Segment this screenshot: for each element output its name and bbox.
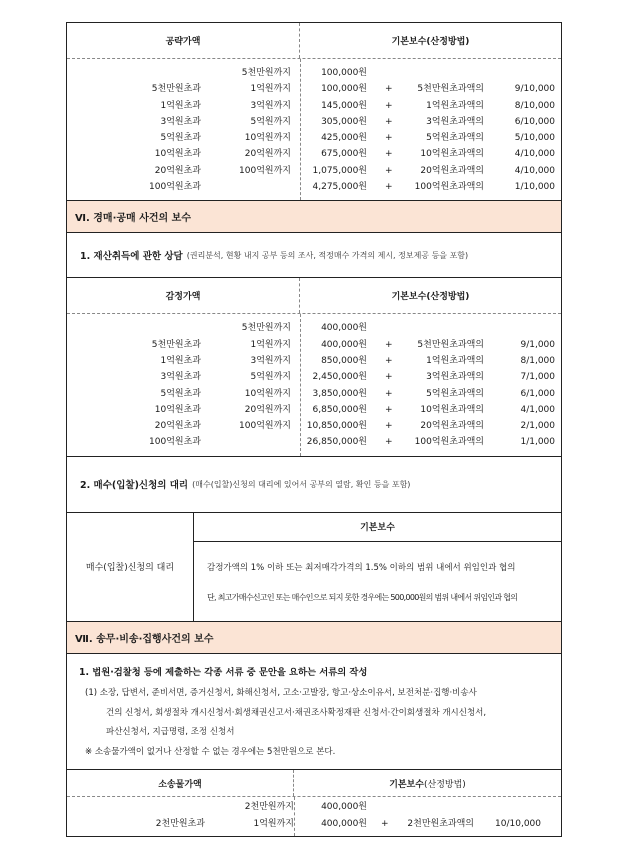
over-cell: 20억원초과 [154,421,201,432]
upto-cell: 1억원까지 [253,818,294,829]
table-row [67,418,561,434]
table-header [67,770,561,797]
rate-cell: 4/10,000 [514,165,555,176]
table-body [67,59,561,200]
base-fee-cell: 10,850,000원 [306,421,367,432]
over-cell: 1억원초과 [160,100,201,111]
rate-cell: 9/1,000 [520,339,555,350]
excess-cell: 100억원초과액의 [414,437,484,448]
table-row [67,386,561,402]
row-label: 매수(입찰)신청의 대리 [67,513,194,621]
table-row [67,130,561,146]
fee-description [194,542,561,612]
fee-line-1: 감정가액의 1% 이하 또는 최저매각가격의 1.5% 이하의 범위 내에서 위임인과 협의 [207,562,516,573]
plus-cell: + [385,116,393,127]
upto-cell: 100억원까지 [239,421,291,432]
upto-cell: 3억원까지 [250,355,291,366]
plus-cell: + [385,84,393,95]
upto-cell: 10억원까지 [244,133,291,144]
upto-cell: 5천만원까지 [241,323,291,334]
excess-cell: 5억원초과액의 [426,133,484,144]
table-row [67,146,561,162]
rate-cell: 10/10,000 [495,818,541,829]
subsection-note: (매수(입찰)신청의 대리에 있어서 공부의 열람, 확인 등을 포함) [192,479,411,489]
plus-cell: + [385,437,393,448]
table-row [67,163,561,179]
table-header [67,22,561,59]
subsection-note: (권리분석, 현황 내지 공부 등의 조사, 적정매수 가격의 제시, 정보제공 등을 포함) [186,250,469,260]
table-row [67,434,561,450]
fee-table-2 [67,277,561,455]
base-fee-cell: 400,000원 [321,339,367,350]
rate-cell: 6/1,000 [520,388,555,399]
base-fee-cell: 400,000원 [321,323,367,334]
plus-cell: + [385,339,393,350]
excess-cell: 2천만원초과액의 [407,818,474,829]
excess-cell: 20억원초과액의 [420,421,484,432]
table-row [67,114,561,130]
rate-cell: 1/10,000 [514,182,555,193]
base-fee-cell: 145,000원 [321,100,367,111]
col-header-right [294,770,561,796]
subsection-bid-proxy [67,456,561,512]
col-header-left: 소송물가액 [67,770,294,796]
base-fee-cell: 100,000원 [321,84,367,95]
excess-cell: 5천만원초과액의 [417,84,484,95]
section-heading-vii: Ⅶ. 송무·비송·집행사건의 보수 [67,621,561,654]
plus-cell: + [385,133,393,144]
rate-cell: 2/1,000 [520,421,555,432]
fee-table-3 [67,512,561,621]
list-item-continued: 파산신청서, 지급명령, 조정 신청서 [106,727,235,738]
subsection-documents [67,654,561,763]
table-row [67,81,561,97]
excess-cell: 3억원초과액의 [426,116,484,127]
rate-cell: 9/10,000 [514,84,555,95]
excess-cell: 5억원초과액의 [426,388,484,399]
table-row [67,353,561,369]
plus-cell: + [385,165,393,176]
rate-cell: 7/1,000 [520,372,555,383]
excess-cell: 5천만원초과액의 [417,339,484,350]
list-item-continued: 건의 신청서, 회생절차 개시신청서·회생채권신고서·채권조사확정재판 신청서·간이회생절차 개시신청서, [106,707,487,718]
upto-cell: 1억원까지 [250,84,291,95]
upto-cell: 1억원까지 [250,339,291,350]
col-header-right-normal: (산정방법) [423,779,466,790]
excess-cell: 20억원초과액의 [420,165,484,176]
base-fee-cell: 3,850,000원 [312,388,367,399]
col-header-left: 감정가액 [67,278,300,313]
over-cell: 20억원초과 [154,165,201,176]
base-fee-cell: 4,275,000원 [312,182,367,193]
upto-cell: 5천만원까지 [241,68,291,78]
over-cell: 100억원초과 [149,182,201,193]
rate-cell: 8/10,000 [514,100,555,111]
col-header-right: 기본보수(산정방법) [391,292,470,303]
plus-cell: + [381,818,389,829]
table-row [67,65,561,81]
rate-cell: 6/10,000 [514,116,555,127]
over-cell: 5천만원초과 [151,84,201,95]
plus-cell: + [385,421,393,432]
over-cell: 3억원초과 [160,372,201,383]
col-header-right-bold: 기본보수 [389,779,424,790]
subsection-title: 1. 법원·검찰청 등에 제출하는 각종 서류 중 문안을 요하는 서류의 작성 [79,666,368,678]
plus-cell: + [385,404,393,415]
col-header-left: 공략가액 [67,23,300,58]
rate-cell: 5/10,000 [514,133,555,144]
subsection-title: 1. 재산취득에 관한 상담 [80,251,183,263]
table-row [67,369,561,385]
base-fee-cell: 6,850,000원 [312,404,367,415]
excess-cell: 100억원초과액의 [414,182,484,193]
upto-cell: 20억원까지 [244,404,291,415]
table-body [67,314,561,455]
base-fee-cell: 100,000원 [321,68,367,78]
base-fee-cell: 2,450,000원 [312,372,367,383]
table-row [67,402,561,418]
base-fee-cell: 305,000원 [321,116,367,127]
rate-cell: 1/1,000 [520,437,555,448]
upto-cell: 3억원까지 [250,100,291,111]
section-heading-vi: Ⅵ. 경매·공매 사건의 보수 [67,200,561,233]
upto-cell: 2천만원까지 [244,802,294,813]
base-fee-cell: 1,075,000원 [312,165,367,176]
rate-cell: 8/1,000 [520,355,555,366]
excess-cell: 1억원초과액의 [426,355,484,366]
plus-cell: + [385,388,393,399]
upto-cell: 10억원까지 [244,388,291,399]
upto-cell: 100억원까지 [239,165,291,176]
table-row [67,799,561,815]
table-row [67,337,561,353]
fee-table-4 [67,769,561,837]
upto-cell: 20억원까지 [244,149,291,160]
fee-line-2: 단, 최고가매수신고인 또는 매수인으로 되지 못한 경우에는 500,000원의 범위 내에서 위임인과 협의 [207,592,518,602]
over-cell: 100억원초과 [149,437,201,448]
plus-cell: + [385,149,393,160]
over-cell: 2천만원초과 [155,818,205,829]
excess-cell: 1억원초과액의 [426,100,484,111]
subsection-title: 2. 매수(입찰)신청의 대리 [80,480,189,492]
excess-cell: 10억원초과액의 [420,149,484,160]
over-cell: 10억원초과 [154,149,201,160]
rate-cell: 4/1,000 [520,404,555,415]
note: ※ 소송물가액이 없거나 산정할 수 없는 경우에는 5천만원으로 본다. [85,746,336,757]
base-fee-cell: 400,000원 [321,818,367,829]
base-fee-cell: 400,000원 [321,802,367,813]
col-header: 기본보수 [194,513,561,542]
list-item: (1) 소장, 답변서, 준비서면, 증거신청서, 화해신청서, 고소·고발장, 항고·상소이유서, 보전처분·집행·비송사 [85,688,477,699]
over-cell: 5억원초과 [160,388,201,399]
table-row [67,320,561,336]
table-row [67,816,561,832]
plus-cell: + [385,100,393,111]
base-fee-cell: 675,000원 [321,149,367,160]
table-body [67,797,561,836]
upto-cell: 5억원까지 [250,372,291,383]
document-page [66,22,562,837]
table-row [67,179,561,195]
table-header [67,277,561,314]
plus-cell: + [385,182,393,193]
col-header-right: 기본보수(산정방법) [391,37,470,47]
over-cell: 5천만원초과 [151,339,201,350]
table-row [67,98,561,114]
subsection-consultation [67,233,561,277]
base-fee-cell: 26,850,000원 [306,437,367,448]
base-fee-cell: 850,000원 [321,355,367,366]
over-cell: 5억원초과 [160,133,201,144]
excess-cell: 3억원초과액의 [426,372,484,383]
plus-cell: + [385,372,393,383]
over-cell: 3억원초과 [160,116,201,127]
upto-cell: 5억원까지 [250,116,291,127]
fee-table-1 [66,22,562,837]
plus-cell: + [385,355,393,366]
base-fee-cell: 425,000원 [321,133,367,144]
over-cell: 10억원초과 [154,404,201,415]
rate-cell: 4/10,000 [514,149,555,160]
over-cell: 1억원초과 [160,355,201,366]
excess-cell: 10억원초과액의 [420,404,484,415]
